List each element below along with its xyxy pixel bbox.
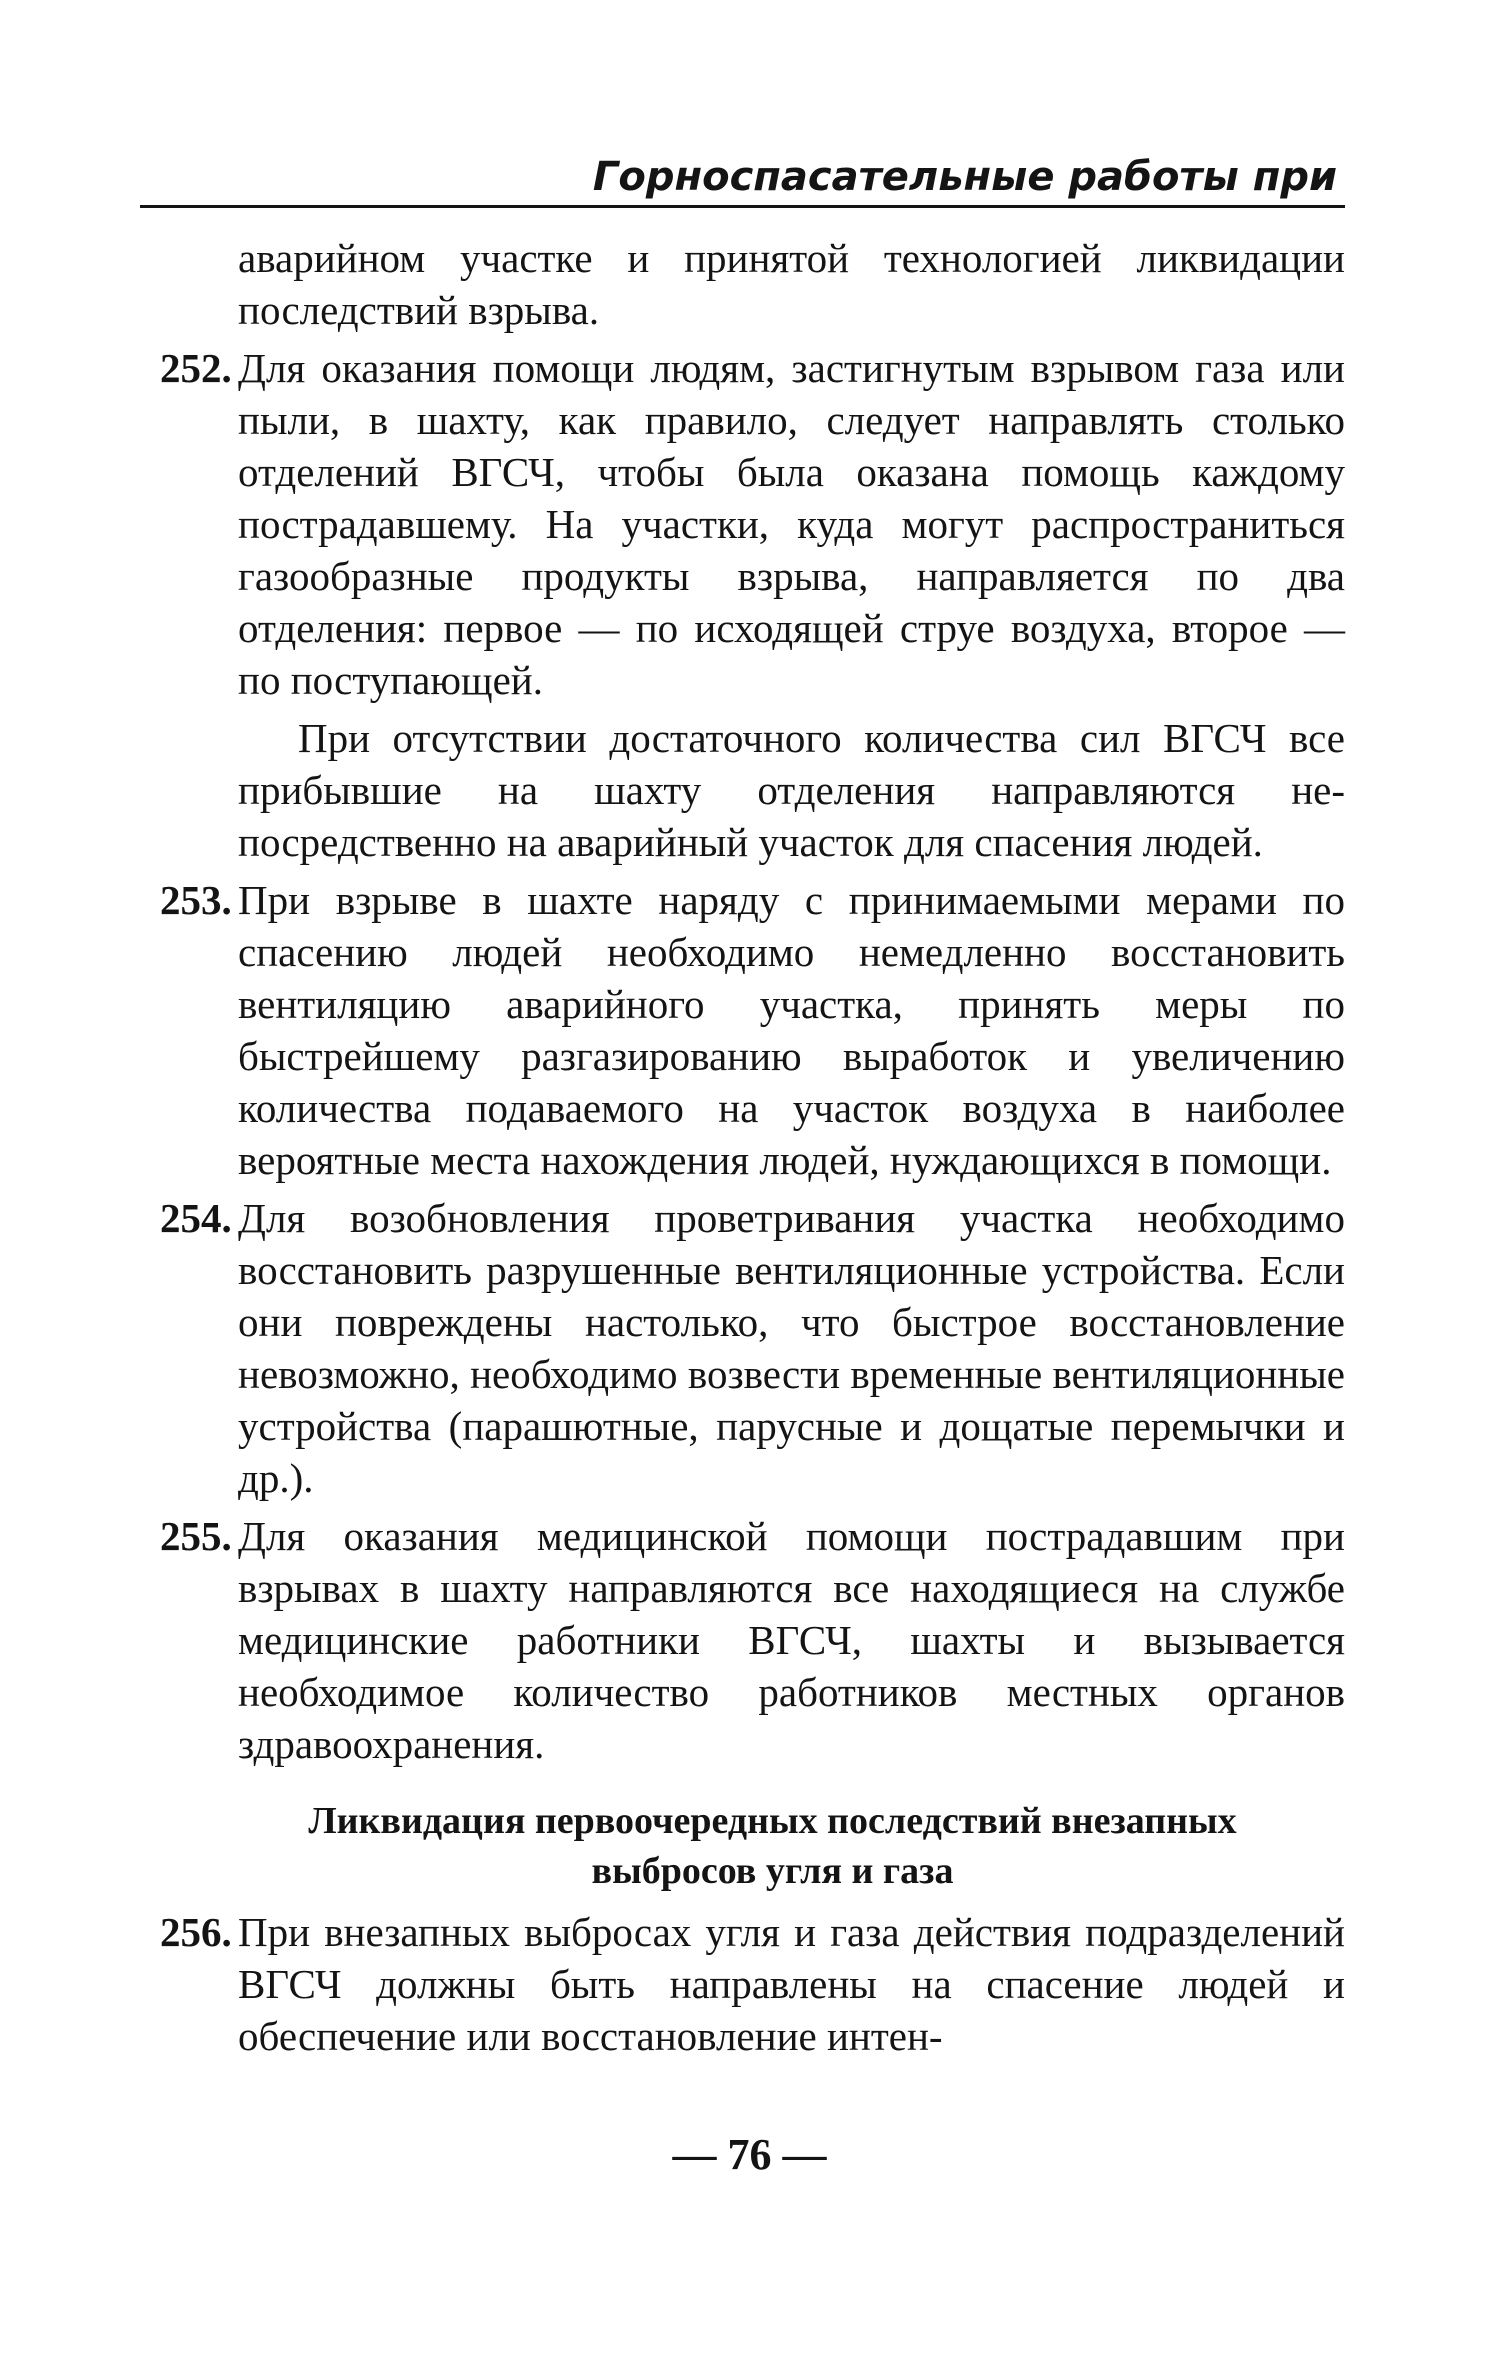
section-heading-line-2: выбросов угля и газа bbox=[591, 1850, 954, 1892]
continued-paragraph: аварийном участке и принятой технологией ликвидации последствий взрыва. bbox=[238, 235, 1345, 333]
clause-number: 255. bbox=[160, 1513, 232, 1559]
clause-text: Для оказания медицинской помощи пострадавшим при взрывах в шахту направляются все находящиеся на службе медицинские работники ВГСЧ, шахты и вызывается необходимое количество работников местных органов здравоохранения. bbox=[238, 1513, 1345, 1767]
clause-text: Для оказания помощи людям, застигнутым взрывом газа или пыли, в шахту, как правило, следует направлять столько отделений ВГСЧ, чтобы была оказана помощь каждому пострадавшему. На участки, куда могут распространиться газообразные продукты взрыва, направляется по два отделения: первое — по исходящей струе воздуха, второе — по поступающей. bbox=[238, 345, 1345, 703]
clause-number: 254. bbox=[160, 1195, 232, 1241]
section-heading-line-1: Ликвидация первоочередных последствий внезапных bbox=[308, 1800, 1237, 1842]
clause-255 bbox=[160, 1510, 1345, 1770]
clause-text: При внезапных выбросах угля и газа действия подразделений ВГСЧ должны быть направлены на спасение людей и обеспечение или восстановление интен- bbox=[238, 1909, 1345, 2059]
clause-number: 256. bbox=[160, 1909, 232, 1955]
running-header bbox=[140, 150, 1345, 208]
clause-text: При взрыве в шахте наряду с принимаемыми мерами по спасению людей необходимо немедленно восстановить вентиляцию аварийного участка, принять меры по быстрейшему разгазированию выработок и увеличению количества подаваемого на участок воздуха в наиболее вероятные места нахождения людей, нуждающихся в помощи. bbox=[238, 877, 1345, 1183]
clause-number: 253. bbox=[160, 877, 232, 923]
clause-text: Для возобновления проветривания участка необходимо восстановить разрушенные вентиляционные устройства. Если они повреждены настолько, что быстрое восстановление невозможно, необходимо возвести временные вентиляционные устройства (парашютные, парусные и дощатые перемычки и др.). bbox=[238, 1195, 1345, 1501]
section-heading bbox=[160, 1796, 1345, 1896]
clause-254 bbox=[160, 1192, 1345, 1504]
running-header-title: Горноспасательные работы при bbox=[592, 154, 1337, 200]
clause-256 bbox=[160, 1906, 1345, 2062]
clause-253 bbox=[160, 874, 1345, 1186]
page-body bbox=[160, 232, 1345, 2068]
page-number: — 76 — bbox=[672, 2130, 827, 2179]
clause-number: 252. bbox=[160, 345, 232, 391]
header-rule bbox=[140, 205, 1345, 208]
clause-252-extra-paragraph: При отсутствии достаточного количества сил ВГСЧ все прибывшие на шахту отделения направляются непосредственно на аварийный участок для спасения людей. bbox=[238, 715, 1345, 865]
clause-252 bbox=[160, 342, 1345, 706]
